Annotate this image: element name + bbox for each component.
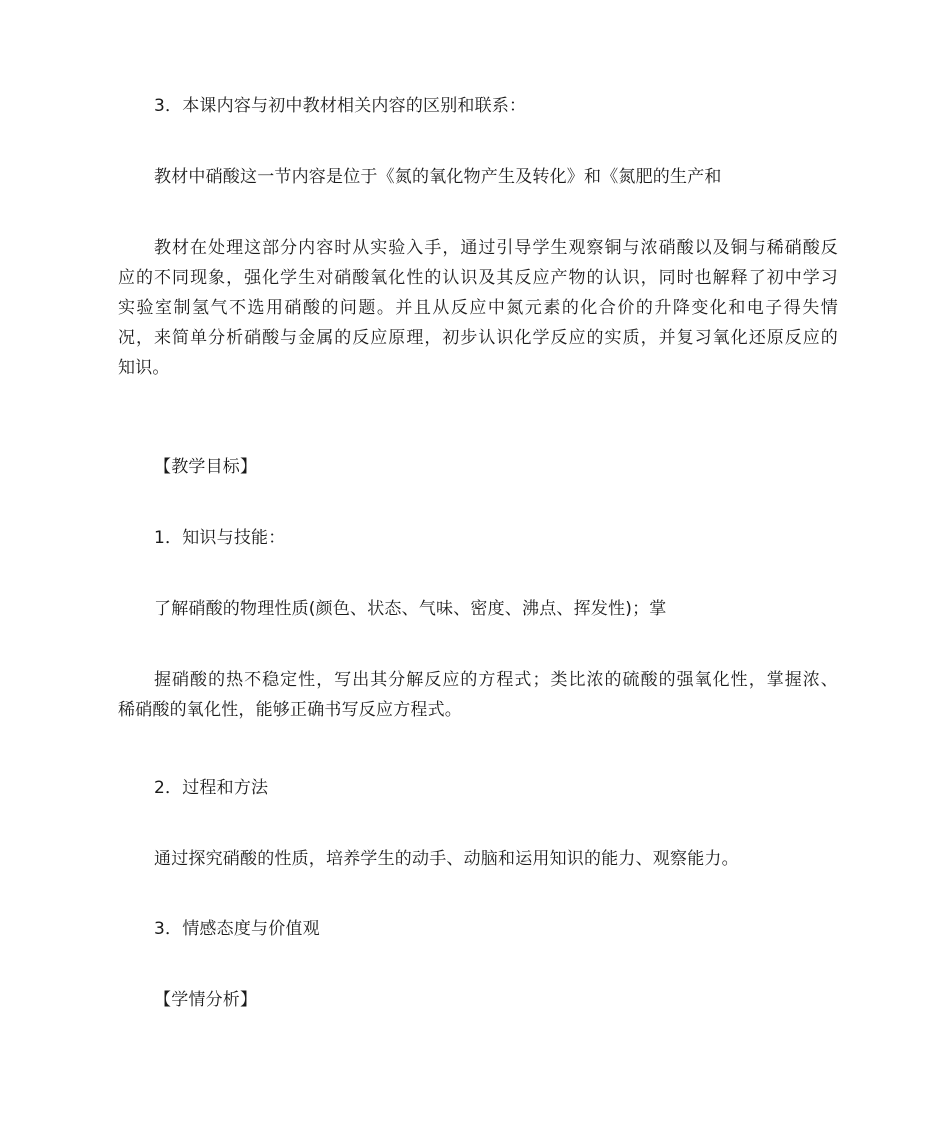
section-heading-student-analysis: 【学情分析】	[154, 990, 258, 1010]
text-line: 实验室制氢气不选用硝酸的问题。并且从反应中氮元素的化合价的升降变化和电子得失情	[118, 298, 838, 318]
text-line: 教材在处理这部分内容时从实验入手，通过引导学生观察铜与浓硝酸以及铜与稀硝酸反	[154, 238, 838, 258]
section-heading-curriculum-relation: 3．本课内容与初中教材相关内容的区别和联系：	[154, 96, 527, 116]
paragraph-thermal-instability	[118, 665, 838, 725]
paragraph-physical-properties: 了解硝酸的物理性质(颜色、状态、气味、密度、沸点、挥发性)；掌	[154, 599, 667, 619]
subheading-process-method: 2．过程和方法	[154, 778, 269, 798]
text-line: 握硝酸的热不稳定性，写出其分解反应的方程式；类比浓的硫酸的强氧化性，掌握浓、	[154, 670, 838, 690]
paragraph-textbook-approach	[118, 233, 838, 383]
text-line: 况，来简单分析硝酸与金属的反应原理，初步认识化学反应的实质，并复习氧化还原反应的	[118, 328, 838, 348]
text-line: 知识。	[118, 358, 170, 378]
text-line: 稀硝酸的氧化性，能够正确书写反应方程式。	[118, 700, 462, 720]
paragraph-inquiry: 通过探究硝酸的性质，培养学生的动手、动脑和运用知识的能力、观察能力。	[154, 849, 739, 869]
subheading-emotion-values: 3．情感态度与价值观	[154, 919, 320, 939]
text-line: 应的不同现象，强化学生对硝酸氧化性的认识及其反应产物的认识，同时也解释了初中学习	[118, 268, 838, 288]
section-heading-teaching-goals: 【教学目标】	[154, 457, 258, 477]
subheading-knowledge-skills: 1．知识与技能：	[154, 528, 286, 548]
paragraph-textbook-position: 教材中硝酸这一节内容是位于《氮的氧化物产生及转化》和《氮肥的生产和	[154, 167, 722, 187]
